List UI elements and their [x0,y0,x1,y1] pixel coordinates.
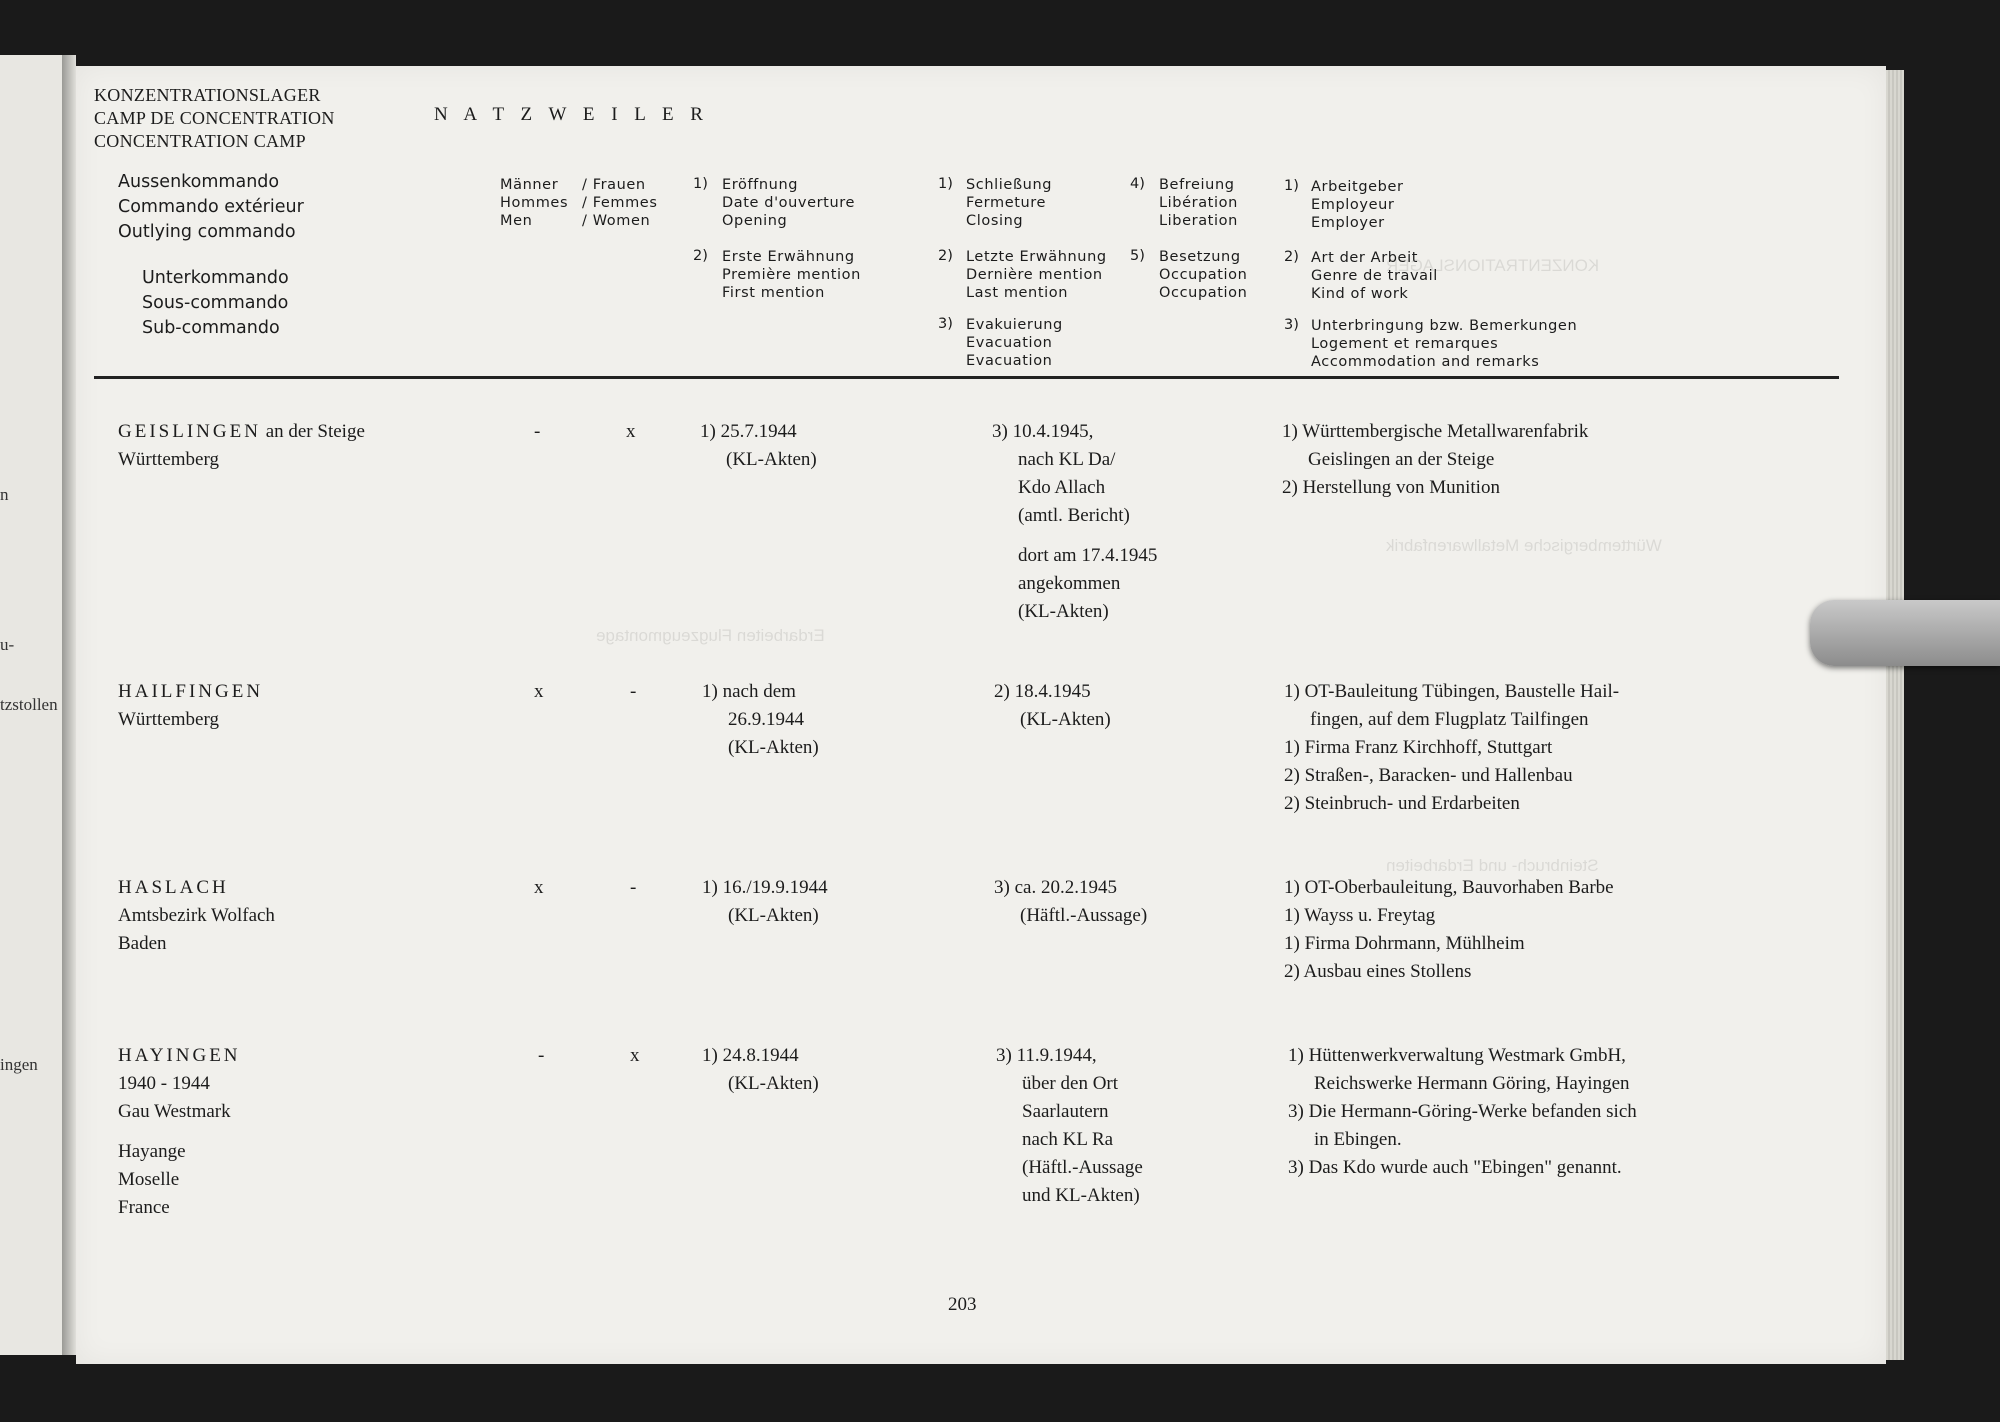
work-en: Kind of work [1311,286,1409,302]
unterkommando-heading [142,266,289,341]
cell-line: fingen, auf dem Flugplatz Tailfingen [1310,709,1589,730]
cell-line: dort am 17.4.1945 [1018,545,1158,566]
evacuation-num: 3) [938,316,953,332]
work-de: Art der Arbeit [1311,250,1418,266]
last-mention-fr: Dernière mention [966,267,1103,283]
camp-location: Baden [118,933,167,954]
women-mark: - [630,877,637,898]
cell-line: 26.9.1944 [728,709,804,730]
liberation-num: 4) [1130,176,1145,192]
last-mention-de: Letzte Erwähnung [966,249,1107,265]
work-num: 2) [1284,249,1299,265]
table-row-name [118,1042,241,1222]
unterkommando-fr: Sous-commando [142,293,289,313]
aussenkommando-de: Aussenkommando [118,172,280,192]
cell-line: 1) Firma Dohrmann, Mühlheim [1284,933,1525,954]
liberation-de: Befreiung [1159,177,1235,193]
cell-line: (KL-Akten) [1018,601,1109,622]
cell-line: 2) Herstellung von Munition [1282,477,1500,498]
cell-line: Saarlautern [1022,1101,1109,1122]
cell-line: 3) Das Kdo wurde auch "Ebingen" genannt. [1288,1157,1622,1178]
camp-location: Hayange [118,1141,186,1162]
cell-line: 1) Württembergische Metallwarenfabrik [1282,421,1589,442]
opening-heading [722,176,855,230]
cell-line: nach KL Da/ [1018,449,1116,470]
closing-cell [992,418,1157,626]
occupation-num: 5) [1130,248,1145,264]
camp-name: N A T Z W E I L E R [434,104,709,125]
camp-location: 1940 - 1944 [118,1073,210,1094]
camp-location: Moselle [118,1169,180,1190]
remarks-cell [1288,1042,1637,1182]
bleed-fragment: u- [0,635,15,654]
men-mark: - [534,421,541,442]
bleed-fragment: ingen [0,1055,38,1074]
first-mention-de: Erste Erwähnung [722,249,855,265]
bleed-through: KONZENTRATIONSLAGER [1386,256,1600,275]
last-mention-en: Last mention [966,285,1069,301]
last-mention-num: 2) [938,248,953,264]
camp-location: Württemberg [118,449,219,470]
women-mark: x [630,1045,640,1066]
aussenkommando-fr: Commando extérieur [118,197,304,217]
table-row-name [118,874,275,958]
cell-line: 1) 16./19.9.1944 [702,877,828,898]
cell-line: (Häftl.-Aussage [1022,1157,1143,1178]
opening-en: Opening [722,213,788,229]
remarks-cell [1284,678,1619,818]
title-line-de: KONZENTRATIONSLAGER [94,85,321,105]
first-mention-fr: Première mention [722,267,861,283]
evacuation-de: Evakuierung [966,317,1063,333]
section-title [94,84,335,153]
men-heading [500,176,568,230]
table-row-name [118,678,263,734]
occupation-fr: Occupation [1159,267,1248,283]
page-stack-edge [1886,70,1904,1360]
cell-line: in Ebingen. [1314,1129,1402,1150]
bleed-fragment: n [0,485,9,504]
cell-line: über den Ort [1022,1073,1119,1094]
cell-line: (KL-Akten) [728,737,819,758]
men-fr: Hommes [500,195,569,211]
occupation-de: Besetzung [1159,249,1241,265]
opening-de: Eröffnung [722,177,799,193]
camp-location [118,1126,241,1138]
cell-line: 3) ca. 20.2.1945 [994,877,1117,898]
opening-cell [702,678,819,762]
cell-line: 1) OT-Oberbauleitung, Bauvorhaben Barbe [1284,877,1614,898]
cell-line: Kdo Allach [1018,477,1106,498]
closing-fr: Fermeture [966,195,1047,211]
women-fr: / Femmes [582,195,658,211]
cell-line: 1) Hüttenwerkverwaltung Westmark GmbH, [1288,1045,1626,1066]
remarks-heading [1311,317,1577,371]
cell-line: (KL-Akten) [728,905,819,926]
title-line-en: CONCENTRATION CAMP [94,131,306,151]
work-fr: Genre de travail [1311,268,1438,284]
cell-line: 1) 25.7.1944 [700,421,797,442]
cell-line: (KL-Akten) [726,449,817,470]
cell-line: 3) 11.9.1944, [996,1045,1097,1066]
employer-de: Arbeitgeber [1311,179,1404,195]
cell-line: 1) nach dem [702,681,796,702]
cell-line: 1) Wayss u. Freytag [1284,905,1436,926]
bleed-fragment: tzstollen [0,695,58,714]
cell-line: (KL-Akten) [1020,709,1111,730]
women-mark: - [630,681,637,702]
closing-heading [966,176,1052,230]
camp-location: Württemberg [118,709,219,730]
aussenkommando-en: Outlying commando [118,222,296,242]
page-clip-tab [1810,600,2000,666]
remarks-de: Unterbringung bzw. Bemerkungen [1311,318,1578,334]
camp-place-name: HAYINGEN [118,1045,241,1066]
opening-cell [700,418,817,474]
cell-line: 1) 24.8.1944 [702,1045,799,1066]
table-row-name [118,418,365,474]
occupation-en: Occupation [1159,285,1248,301]
women-heading [582,176,658,230]
employer-heading [1311,178,1404,232]
closing-de: Schließung [966,177,1053,193]
evacuation-en: Evacuation [966,353,1053,369]
book-page [76,66,1886,1364]
opening-cell [702,874,828,930]
women-de: / Frauen [582,177,646,193]
first-mention-heading [722,248,861,302]
cell-line: 1) OT-Bauleitung Tübingen, Baustelle Hail- [1284,681,1620,702]
closing-num: 1) [938,176,953,192]
cell-line: 3) Die Hermann-Göring-Werke befanden sich [1288,1101,1637,1122]
page-number: 203 [948,1294,977,1315]
employer-num: 1) [1284,178,1299,194]
closing-cell [994,874,1147,930]
occupation-heading [1159,248,1247,302]
camp-location: Amtsbezirk Wolfach [118,905,275,926]
remarks-en: Accommodation and remarks [1311,354,1540,370]
book-gutter [62,55,76,1355]
previous-page-edge [0,55,71,1355]
employer-fr: Employeur [1311,197,1395,213]
camp-place-name: HAILFINGEN [118,681,264,702]
men-mark: x [534,877,544,898]
unterkommando-de: Unterkommando [142,268,289,288]
camp-place-name: HASLACH [118,877,229,898]
men-en: Men [500,213,533,229]
bleed-through: Württembergische Metallwarenfabrik [1386,536,1662,555]
bleed-through: Steinbruch- und Erdarbeiten [1386,856,1599,875]
camp-location: France [118,1197,170,1218]
cell-line: 2) 18.4.1945 [994,681,1091,702]
aussenkommando-heading [118,170,304,245]
remarks-num: 3) [1284,317,1299,333]
men-de: Männer [500,177,559,193]
cell-line: und KL-Akten) [1022,1185,1140,1206]
first-mention-num: 2) [693,248,708,264]
opening-fr: Date d'ouverture [722,195,856,211]
liberation-fr: Libération [1159,195,1238,211]
unterkommando-en: Sub-commando [142,318,280,338]
cell-line: 1) Firma Franz Kirchhoff, Stuttgart [1284,737,1553,758]
remarks-fr: Logement et remarques [1311,336,1499,352]
women-en: / Women [582,213,651,229]
cell-line: (KL-Akten) [728,1073,819,1094]
camp-place-name: GEISLINGEN [118,421,261,442]
cell-line: nach KL Ra [1022,1129,1114,1150]
closing-cell [994,678,1111,734]
work-heading [1311,249,1438,303]
cell-line: (amtl. Bericht) [1018,505,1130,526]
first-mention-en: First mention [722,285,825,301]
remarks-cell [1282,418,1588,502]
employer-en: Employer [1311,215,1385,231]
cell-line: Geislingen an der Steige [1308,449,1495,470]
cell-line: 2) Straßen-, Baracken- und Hallenbau [1284,765,1573,786]
men-mark: - [538,1045,545,1066]
liberation-en: Liberation [1159,213,1238,229]
camp-location: Gau Westmark [118,1101,231,1122]
cell-line: angekommen [1018,573,1121,594]
cell-line: 2) Steinbruch- und Erdarbeiten [1284,793,1520,814]
camp-place-suffix: an der Steige [260,421,365,442]
evacuation-fr: Evacuation [966,335,1053,351]
evacuation-heading [966,316,1063,370]
cell-line: 2) Ausbau eines Stollens [1284,961,1472,982]
remarks-cell [1284,874,1614,986]
men-mark: x [534,681,544,702]
cell-line: 3) 10.4.1945, [992,421,1094,442]
closing-en: Closing [966,213,1024,229]
cell-line: Reichswerke Hermann Göring, Hayingen [1314,1073,1630,1094]
cell-line: (Häftl.-Aussage) [1020,905,1148,926]
opening-cell [702,1042,819,1098]
opening-num: 1) [693,176,708,192]
liberation-heading [1159,176,1238,230]
women-mark: x [626,421,636,442]
bleed-through: Erdarbeiten Flugzeugmontage [596,626,825,645]
last-mention-heading [966,248,1107,302]
closing-cell [996,1042,1143,1210]
header-divider [94,376,1839,379]
title-line-fr: CAMP DE CONCENTRATION [94,108,335,128]
